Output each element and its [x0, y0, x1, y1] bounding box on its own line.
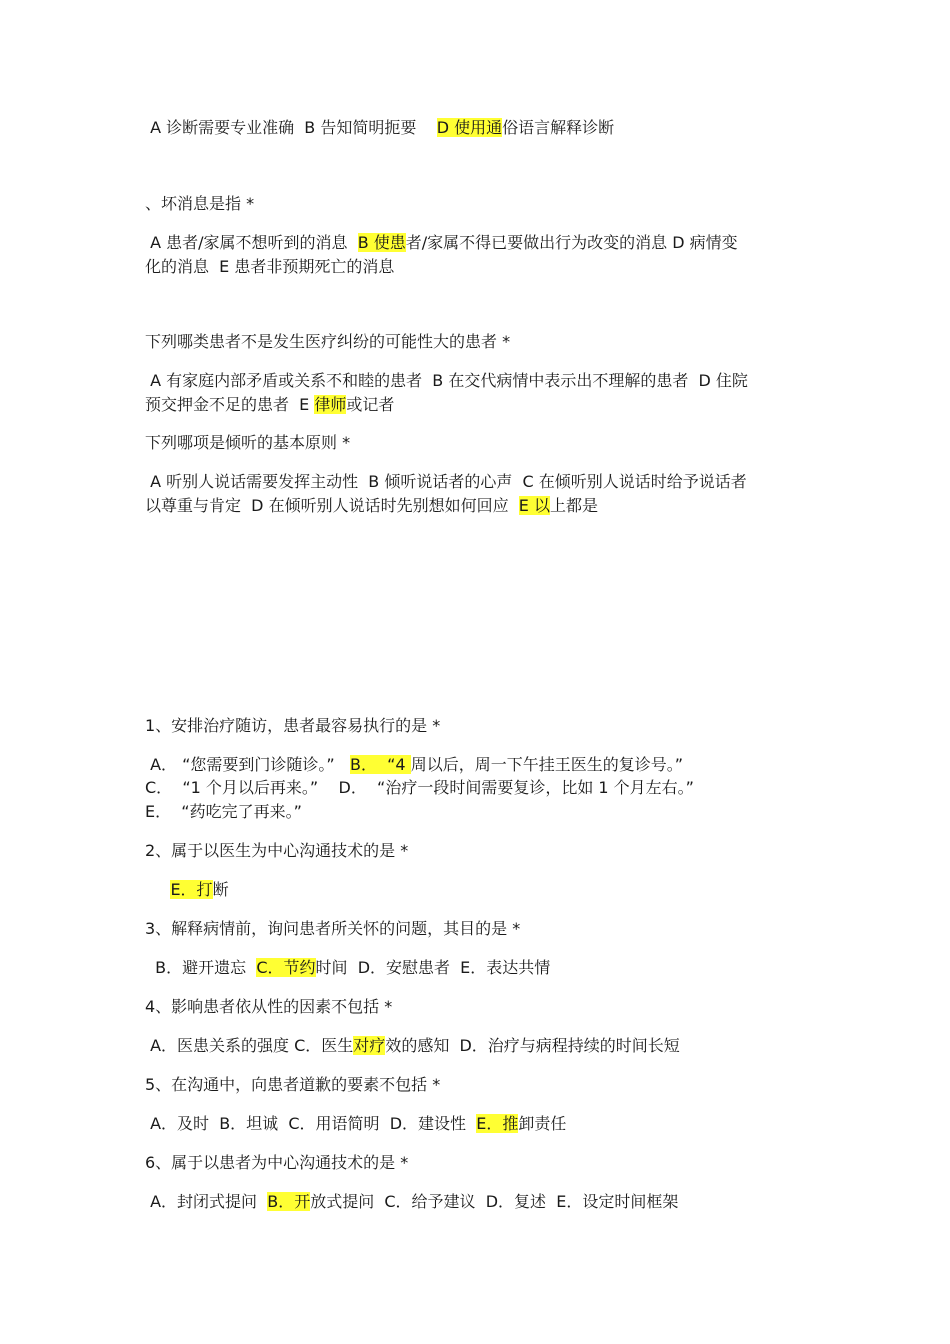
answer-line-4a [145, 471, 747, 493]
text-run: 时间 D．安慰患者 E．表达共情 [315, 958, 551, 977]
text-run: E． “药吃完了再来。” [145, 802, 302, 821]
question-listening [145, 432, 350, 454]
text-run: 者/家属不得已要做出行为改变的消息 D 病情变 [405, 233, 738, 252]
highlighted-answer: B 使患 [357, 233, 406, 252]
answer-4 [145, 1035, 680, 1057]
answer-1c [145, 801, 302, 823]
text-run: 4、影响患者依从性的因素不包括 * [145, 997, 393, 1016]
question-6 [145, 1152, 408, 1174]
text-run: 3、解释病情前，询问患者所关怀的问题，其目的是 * [145, 919, 521, 938]
highlighted-answer: B． “4 [349, 755, 411, 774]
answer-5 [145, 1113, 566, 1135]
answer-line-2a [145, 232, 738, 254]
answer-line-2b [145, 256, 394, 278]
text-run: A．封闭式提问 [145, 1192, 268, 1211]
highlighted-answer: E 以 [518, 496, 550, 515]
text-run: C． “1 个月以后再来。” D． “治疗一段时间需要复诊，比如 1 个月左右。” [145, 778, 694, 797]
text-run: 俗语言解释诊断 [502, 118, 615, 137]
text-run: A 患者/家属不想听到的消息 [145, 233, 358, 252]
text-run: 预交押金不足的患者 E [145, 395, 315, 414]
answer-2 [145, 879, 229, 901]
highlighted-answer: D 使用通 [436, 118, 503, 137]
text-run: 化的消息 E 患者非预期死亡的消息 [145, 257, 395, 276]
text-run: A 听别人说话需要发挥主动性 B 倾听说话者的心声 C 在倾听别人说话时给予说话者 [145, 472, 747, 491]
answer-1b [145, 777, 694, 799]
answer-line-3a [145, 370, 748, 392]
text-run: 或记者 [346, 395, 395, 414]
question-dispute [145, 331, 510, 353]
text-run: 、坏消息是指 * [145, 194, 255, 213]
highlighted-answer: 律师 [314, 395, 347, 414]
text-run: 1、安排治疗随访，患者最容易执行的是 * [145, 716, 441, 735]
answer-1a [145, 754, 683, 776]
text-run: A．医患关系的强度 C．医生 [145, 1036, 354, 1055]
highlighted-answer: B．开 [267, 1192, 311, 1211]
text-run: 断 [212, 880, 229, 899]
answer-line-1 [145, 117, 614, 139]
text-run: 2、属于以医生为中心沟通技术的是 * [145, 841, 409, 860]
text-run: 5、在沟通中，向患者道歉的要素不包括 * [145, 1075, 441, 1094]
text-run: A 诊断需要专业准确 B 告知简明扼要 [145, 118, 437, 137]
text-run: 下列哪项是倾听的基本原则 * [145, 433, 351, 452]
text-run: 效的感知 D．治疗与病程持续的时间长短 [385, 1036, 680, 1055]
text-run: A． “您需要到门诊随诊。” [145, 755, 350, 774]
question-1 [145, 715, 440, 737]
text-run [145, 880, 170, 899]
text-run: B．避开遗忘 [145, 958, 257, 977]
answer-3 [145, 957, 550, 979]
text-run: A．及时 B．坦诚 C．用语简明 D．建设性 [145, 1114, 477, 1133]
text-run: 周以后，周一下午挂王医生的复诊号。” [410, 755, 683, 774]
question-4 [145, 996, 392, 1018]
answer-line-4b [145, 495, 598, 517]
question-2 [145, 840, 408, 862]
highlighted-answer: E．打 [170, 880, 213, 899]
highlighted-answer: C．节约 [256, 958, 316, 977]
highlighted-answer: 对疗 [353, 1036, 386, 1055]
text-run: 卸责任 [518, 1114, 567, 1133]
text-run: A 有家庭内部矛盾或关系不和睦的患者 B 在交代病情中表示出不理解的患者 D 住院 [145, 371, 748, 390]
text-run: 放式提问 C．给予建议 D．复述 E．设定时间框架 [310, 1192, 679, 1211]
text-run: 6、属于以患者为中心沟通技术的是 * [145, 1153, 409, 1172]
answer-6 [145, 1191, 678, 1213]
text-run: 上都是 [549, 496, 598, 515]
answer-line-3b [145, 394, 394, 416]
text-run: 下列哪类患者不是发生医疗纠纷的可能性大的患者 * [145, 332, 511, 351]
text-run: 以尊重与肯定 D 在倾听别人说话时先别想如何回应 [145, 496, 519, 515]
question-3 [145, 918, 520, 940]
highlighted-answer: E．推 [476, 1114, 519, 1133]
question-bad-news [145, 193, 254, 215]
question-5 [145, 1074, 440, 1096]
